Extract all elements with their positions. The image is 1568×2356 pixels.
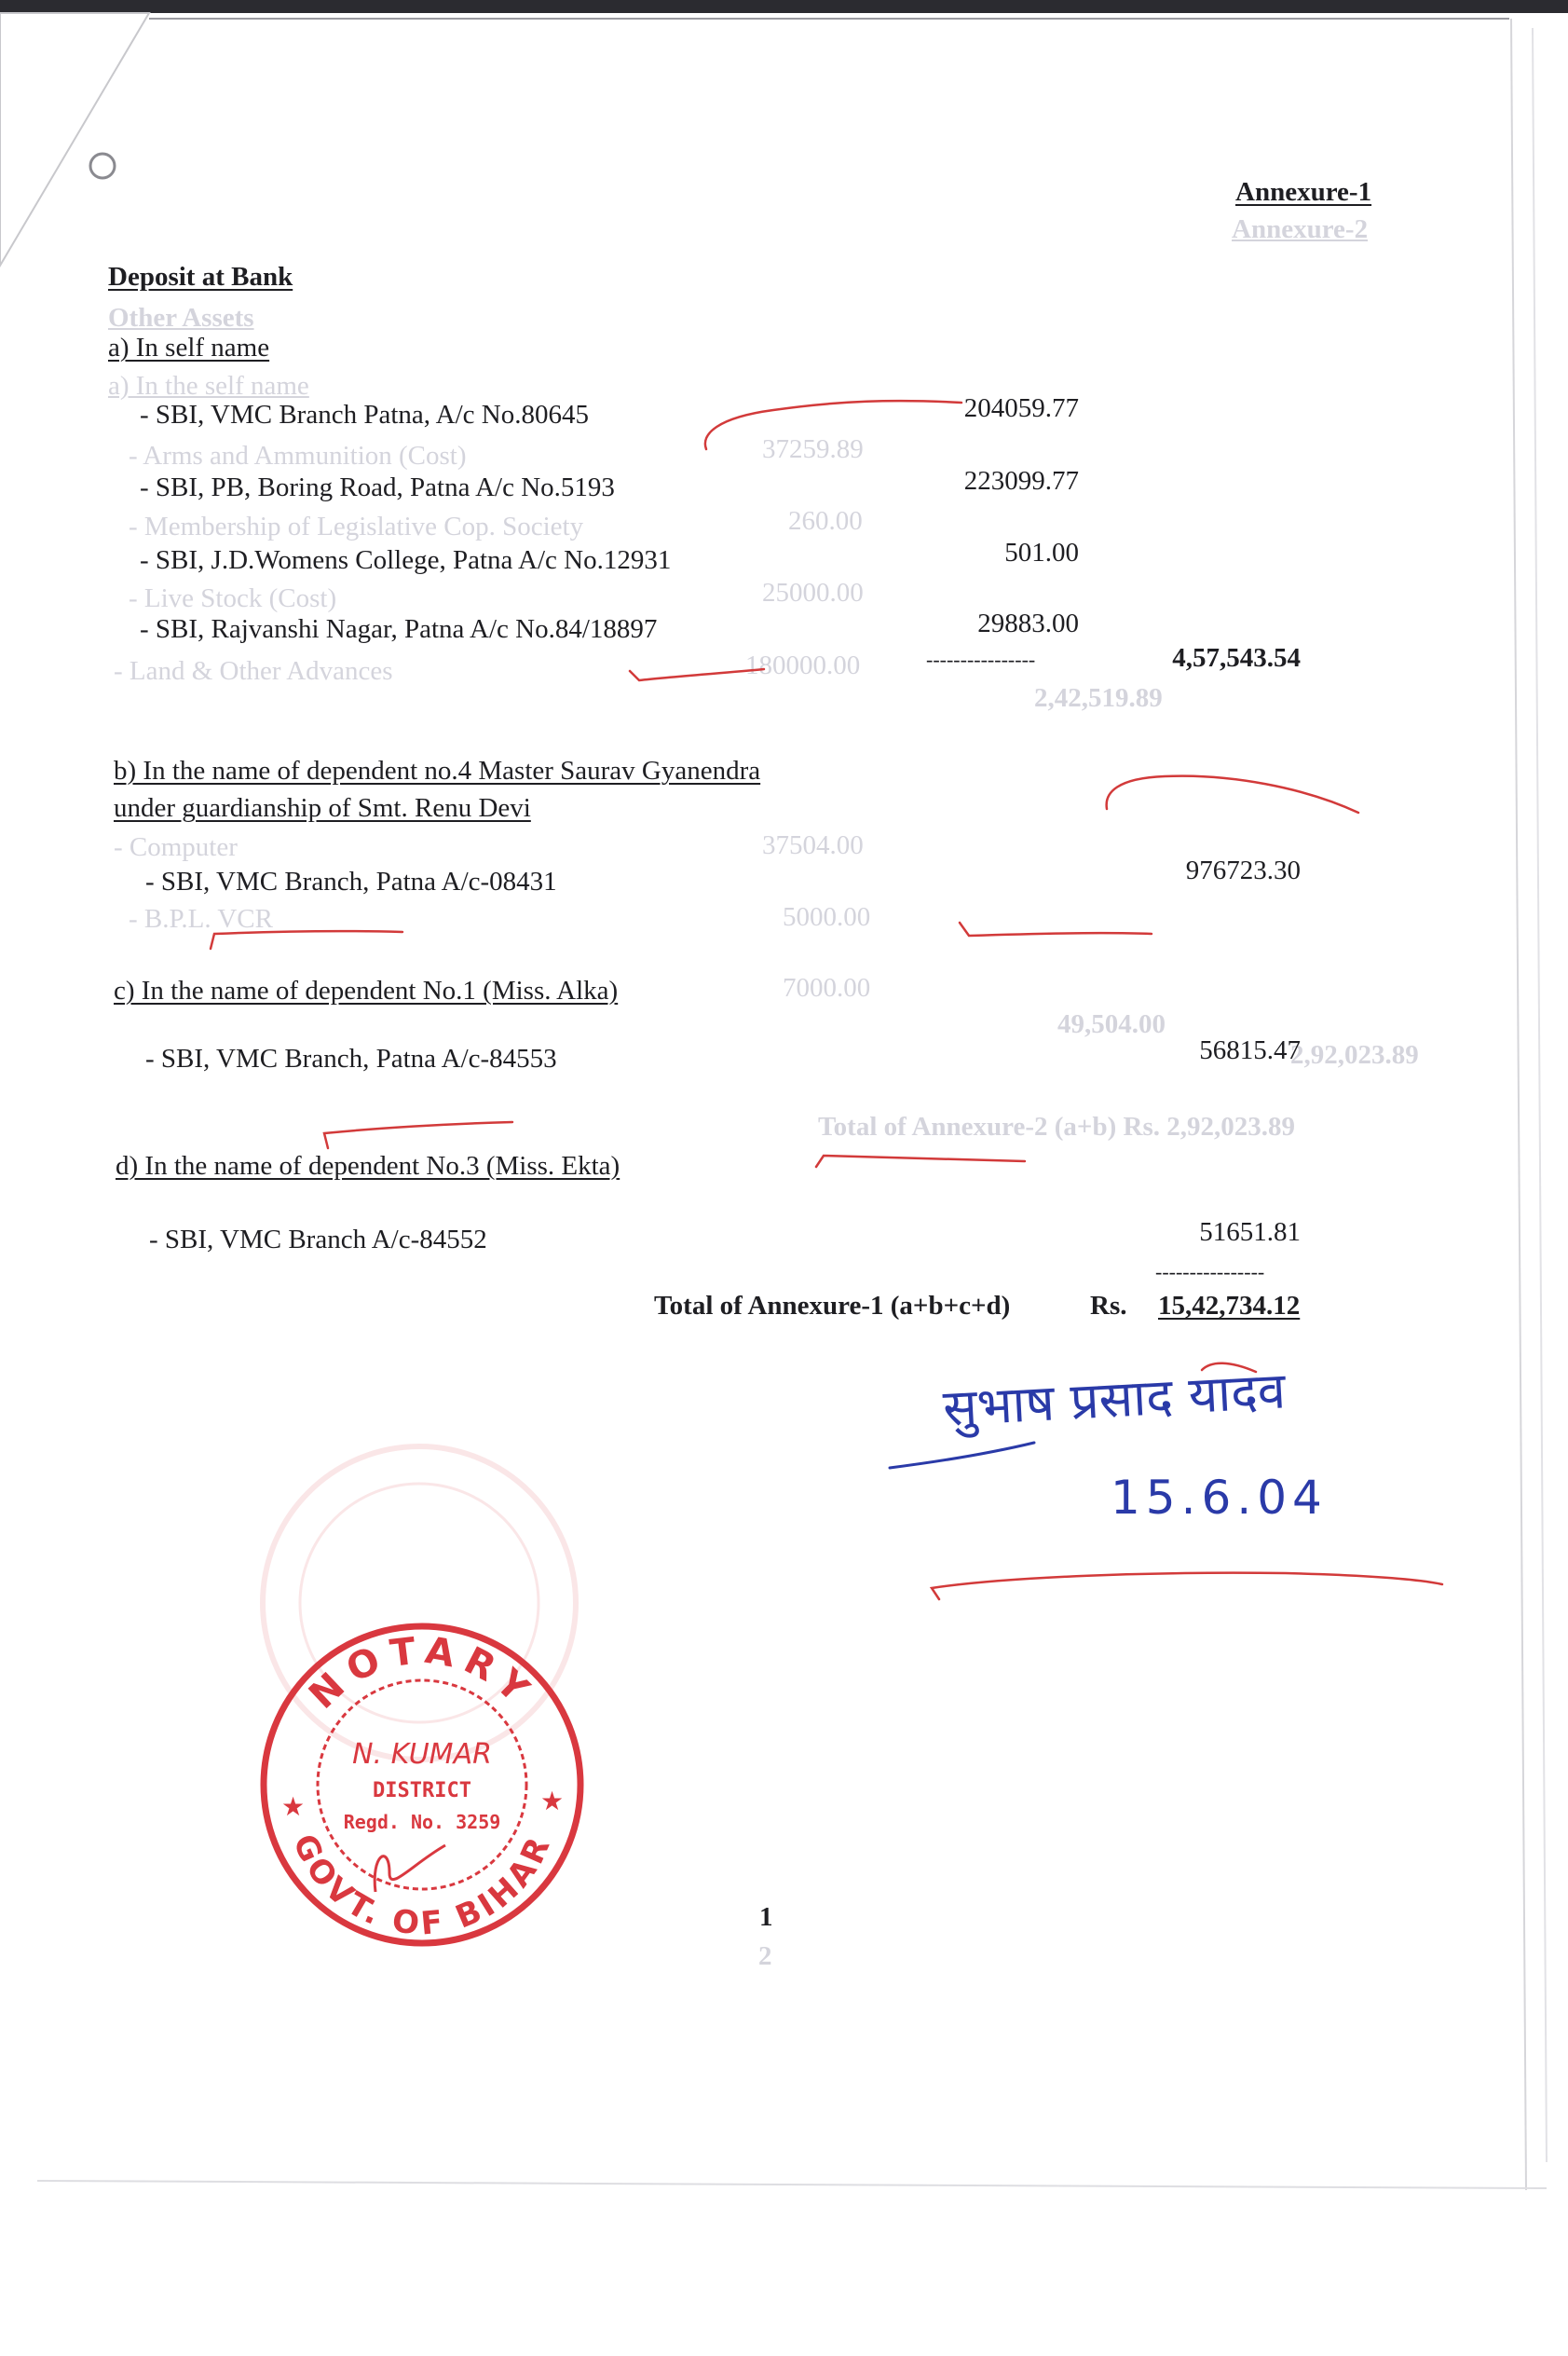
bleed-subtotal: 49,504.00 <box>1057 1009 1166 1039</box>
bleed-item-amount: 260.00 <box>788 506 863 536</box>
bleed-item-amount: 25000.00 <box>762 578 864 608</box>
section-title: Deposit at Bank <box>108 262 293 292</box>
bleed-item-label: - B.P.L. VCR <box>129 904 273 934</box>
punch-hole <box>90 154 115 178</box>
bleed-item-amount: 37259.89 <box>762 434 864 464</box>
group-a-heading: a) In self name <box>108 333 270 363</box>
bleed-item-label: - Land & Other Advances <box>114 656 393 686</box>
bleed-item-amount: 5000.00 <box>783 902 871 932</box>
bleed-total-line: Total of Annexure-2 (a+b) Rs. 2,92,023.89 <box>818 1112 1295 1142</box>
total-label: Total of Annexure-1 (a+b+c+d) <box>654 1291 1011 1321</box>
account-amount: 51651.81 <box>1199 1217 1301 1247</box>
group-c-heading: c) In the name of dependent No.1 (Miss. Alka) <box>114 976 619 1006</box>
stamp-top-text: NOTARY <box>301 1628 544 1718</box>
signature-date: 15.6.04 <box>1111 1471 1328 1525</box>
group-d-heading: d) In the name of dependent No.3 (Miss. Ekta) <box>116 1151 620 1181</box>
separator-line: ---------------- <box>926 648 1036 671</box>
svg-text:GOVT. OF BIHAR <box>285 1829 559 1943</box>
bleed-subtotal: 2,42,519.89 <box>1034 683 1163 713</box>
stamp-star-right: ★ <box>540 1786 565 1816</box>
account-amount: 976723.30 <box>1185 856 1301 885</box>
total-currency: Rs. <box>1090 1291 1127 1321</box>
group-a-subtotal: 4,57,543.54 <box>1172 643 1301 673</box>
bleed-item-amount: 7000.00 <box>783 973 871 1003</box>
group-b-heading-cont: under guardianship of Smt. Renu Devi <box>114 793 531 823</box>
notary-stamp <box>250 1612 594 1957</box>
account-amount: 223099.77 <box>963 466 1079 496</box>
bleed-right-total: 2,92,023.89 <box>1290 1040 1419 1070</box>
stamp-name: N. KUMAR <box>352 1738 492 1771</box>
page-number: 1 <box>759 1902 773 1932</box>
stamp-star-left: ★ <box>281 1791 306 1822</box>
bleed-item-label: - Computer <box>114 832 238 862</box>
signature-name: सुभाष प्रसाद यादव <box>941 1361 1288 1438</box>
account-label: - SBI, J.D.Womens College, Patna A/c No.12931 <box>140 545 672 575</box>
annexure-label: Annexure-1 <box>1235 177 1372 207</box>
group-b-heading: b) In the name of dependent no.4 Master Saurav Gyanendra <box>114 756 761 786</box>
scanner-edge-strip <box>0 0 1568 13</box>
stamp-signature-scribble <box>375 1845 445 1892</box>
account-amount: 501.00 <box>1004 538 1079 568</box>
bleed-item-label: - Live Stock (Cost) <box>129 583 337 613</box>
bleed-item-amount: 37504.00 <box>762 830 864 860</box>
account-label: - SBI, Rajvanshi Nagar, Patna A/c No.84/18897 <box>140 614 658 644</box>
account-label: - SBI, VMC Branch Patna, A/c No.80645 <box>140 400 589 430</box>
stamp-district: DISTRICT <box>373 1779 471 1802</box>
account-label: - SBI, VMC Branch, Patna A/c-84553 <box>145 1044 557 1074</box>
bleed-page-number: 2 <box>758 1941 772 1971</box>
account-label: - SBI, PB, Boring Road, Patna A/c No.5193 <box>140 473 615 502</box>
bleed-annexure: Annexure-2 <box>1232 214 1369 244</box>
account-label: - SBI, VMC Branch A/c-84552 <box>149 1225 487 1254</box>
svg-text:NOTARY <box>301 1629 543 1718</box>
total-value: 15,42,734.12 <box>1158 1291 1301 1321</box>
bleed-item-label: - Membership of Legislative Cop. Society <box>129 512 584 541</box>
account-amount: 56815.47 <box>1199 1035 1301 1065</box>
account-amount: 29883.00 <box>977 609 1079 638</box>
bleed-sub: a) In the self name <box>108 371 309 401</box>
bleed-item-label: - Arms and Ammunition (Cost) <box>129 441 467 471</box>
separator-line: ---------------- <box>1155 1260 1265 1283</box>
bleed-item-amount: 180000.00 <box>745 651 861 680</box>
stamp-bottom-text: GOVT. OF BIHAR <box>285 1829 559 1943</box>
stamp-regd: Regd. No. 3259 <box>343 1811 501 1833</box>
account-amount: 204059.77 <box>963 393 1079 423</box>
bleed-heading: Other Assets <box>108 303 254 333</box>
account-label: - SBI, VMC Branch, Patna A/c-08431 <box>145 867 557 897</box>
